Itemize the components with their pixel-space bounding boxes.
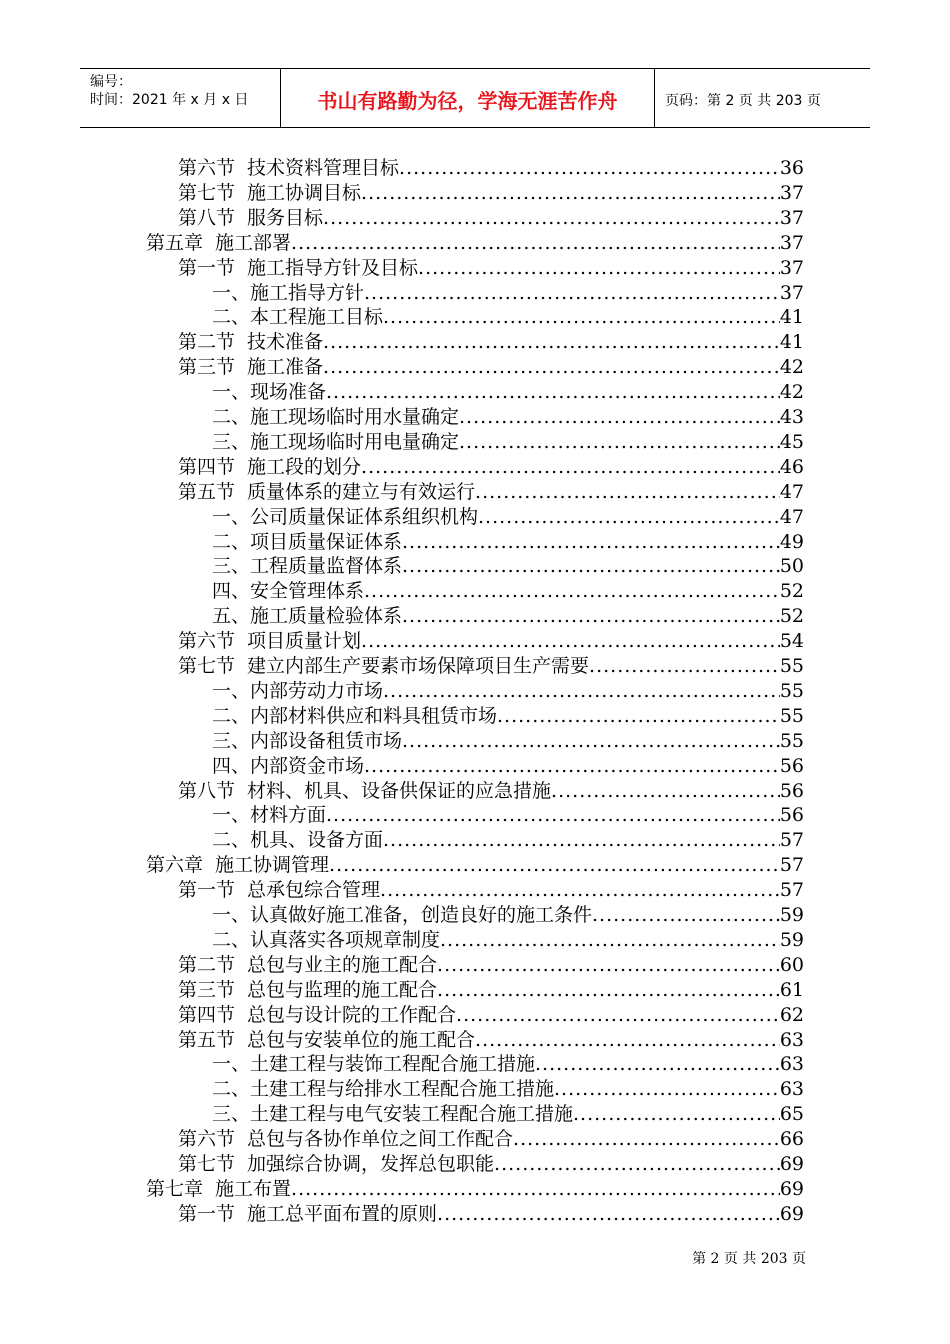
toc-entry-title bbox=[212, 282, 364, 305]
toc-dot-leader bbox=[589, 655, 780, 678]
toc-entry-number: 第六节 bbox=[178, 630, 236, 653]
toc-entry[interactable] bbox=[178, 479, 804, 504]
toc-entry-page: 50 bbox=[779, 555, 804, 578]
toc-entry-text: 二、本工程施工目标 bbox=[212, 306, 384, 329]
toc-entry-page: 63 bbox=[779, 1053, 804, 1076]
toc-dot-leader bbox=[475, 1029, 780, 1052]
toc-dot-leader bbox=[513, 1128, 780, 1151]
toc-dot-leader bbox=[399, 157, 780, 180]
toc-entry-number: 第五节 bbox=[178, 480, 236, 503]
toc-entry-text: 四、内部资金市场 bbox=[212, 754, 365, 777]
toc-entry-page: 37 bbox=[779, 206, 804, 229]
toc-entry-title bbox=[178, 630, 361, 653]
toc-entry-text: 一、内部劳动力市场 bbox=[212, 679, 384, 702]
toc-dot-leader bbox=[459, 431, 780, 454]
toc-entry-number: 第八节 bbox=[178, 779, 236, 802]
toc-entry[interactable] bbox=[178, 653, 804, 678]
toc-entry-page: 52 bbox=[779, 605, 804, 628]
toc-entry-title bbox=[212, 580, 364, 603]
toc-dot-leader bbox=[437, 979, 780, 1002]
toc-entry-page: 46 bbox=[779, 455, 804, 478]
toc-entry-page: 55 bbox=[779, 704, 804, 727]
toc-entry-page: 57 bbox=[779, 879, 804, 902]
toc-entry-title bbox=[146, 854, 329, 877]
toc-entry-text: 总包与各协作单位之间工作配合 bbox=[247, 1128, 514, 1151]
toc-entry-page: 55 bbox=[779, 655, 804, 677]
toc-entry[interactable] bbox=[212, 827, 804, 852]
toc-entry[interactable] bbox=[178, 952, 804, 977]
toc-entry-page: 36 bbox=[779, 157, 804, 179]
toc-entry[interactable] bbox=[212, 1101, 804, 1126]
toc-entry-page: 69 bbox=[779, 1177, 804, 1200]
toc-entry-text: 一、施工指导方针 bbox=[212, 281, 365, 304]
toc-entry-title bbox=[212, 506, 478, 529]
toc-entry-text: 建立内部生产要素市场保障项目生产需要 bbox=[247, 655, 590, 677]
toc-entry-text: 施工总平面布置的原则 bbox=[247, 1202, 438, 1225]
toc-entry-text: 四、安全管理体系 bbox=[212, 580, 365, 603]
toc-dot-leader bbox=[323, 331, 780, 354]
toc-dot-leader bbox=[592, 904, 780, 927]
toc-entry[interactable] bbox=[212, 379, 804, 404]
toc-entry-text: 总包与业主的施工配合 bbox=[247, 953, 438, 976]
toc-dot-leader bbox=[494, 1153, 780, 1176]
toc-entry-text: 一、材料方面 bbox=[212, 804, 327, 827]
toc-entry-text: 施工准备 bbox=[247, 356, 324, 379]
toc-entry-number: 第二节 bbox=[178, 331, 236, 354]
toc-entry-number: 第七节 bbox=[178, 1153, 236, 1175]
toc-entry[interactable] bbox=[212, 902, 804, 927]
toc-entry-page: 41 bbox=[779, 306, 804, 329]
toc-entry[interactable] bbox=[212, 703, 804, 728]
toc-entry[interactable] bbox=[178, 778, 804, 803]
toc-entry-page: 56 bbox=[779, 779, 804, 802]
toc-entry-title bbox=[178, 780, 551, 803]
toc-entry-page: 54 bbox=[779, 630, 804, 653]
toc-entry-text: 质量体系的建立与有效运行 bbox=[247, 480, 476, 503]
toc-entry-page: 59 bbox=[779, 928, 804, 951]
toc-entry-number: 第七节 bbox=[178, 181, 236, 204]
header-page-cell bbox=[655, 69, 870, 127]
toc-entry[interactable] bbox=[146, 1176, 804, 1201]
toc-entry-title bbox=[178, 1203, 437, 1226]
toc-dot-leader bbox=[573, 1103, 780, 1126]
toc-entry-page: 47 bbox=[779, 480, 804, 503]
toc-entry-title bbox=[212, 730, 402, 753]
toc-entry-text: 一、公司质量保证体系组织机构 bbox=[212, 505, 479, 528]
toc-entry-title bbox=[178, 456, 361, 479]
toc-entry-title bbox=[178, 356, 323, 379]
toc-entry-number: 第一节 bbox=[178, 256, 236, 279]
toc-entry-title bbox=[178, 331, 323, 354]
page-header bbox=[80, 68, 870, 128]
toc-dot-leader bbox=[402, 555, 780, 578]
toc-dot-leader bbox=[437, 954, 780, 977]
toc-dot-leader bbox=[402, 531, 780, 554]
toc-entry-number: 第四节 bbox=[178, 1003, 236, 1026]
toc-dot-leader bbox=[326, 804, 780, 827]
toc-entry-title bbox=[178, 207, 323, 230]
toc-dot-leader bbox=[497, 705, 780, 728]
toc-entry-text: 三、施工现场临时用电量确定 bbox=[212, 430, 460, 453]
toc-entry-title bbox=[178, 1004, 456, 1027]
toc-dot-leader bbox=[364, 282, 780, 305]
toc-entry-page: 66 bbox=[779, 1128, 804, 1151]
toc-entry-text: 一、现场准备 bbox=[212, 381, 327, 404]
toc-entry-text: 一、土建工程与装饰工程配合施工措施 bbox=[212, 1053, 536, 1076]
toc-entry-title bbox=[178, 655, 589, 678]
toc-entry[interactable] bbox=[212, 802, 804, 827]
toc-entry-page: 37 bbox=[779, 281, 804, 304]
toc-entry-title bbox=[212, 705, 497, 728]
toc-dot-leader bbox=[478, 506, 780, 529]
toc-entry-title bbox=[212, 755, 364, 778]
toc-entry[interactable] bbox=[212, 728, 804, 753]
toc-entry-page: 56 bbox=[779, 804, 804, 827]
toc-entry-title bbox=[146, 1178, 291, 1201]
toc-entry-title bbox=[178, 182, 361, 205]
toc-entry-page: 47 bbox=[779, 505, 804, 528]
toc-entry-text: 施工部署 bbox=[215, 231, 292, 254]
toc-entry-number: 第八节 bbox=[178, 206, 236, 229]
toc-entry[interactable] bbox=[212, 529, 804, 554]
toc-entry-page: 43 bbox=[779, 406, 804, 428]
toc-entry-title bbox=[178, 1153, 494, 1176]
toc-dot-leader bbox=[380, 879, 780, 902]
toc-entry-page: 57 bbox=[779, 854, 804, 877]
toc-dot-leader bbox=[291, 232, 780, 255]
toc-entry[interactable] bbox=[178, 1027, 804, 1052]
toc-entry-number: 第七节 bbox=[178, 655, 236, 677]
toc-entry[interactable] bbox=[178, 977, 804, 1002]
toc-entry[interactable] bbox=[178, 628, 804, 653]
toc-dot-leader bbox=[323, 356, 780, 379]
toc-entry-page: 37 bbox=[779, 181, 804, 204]
toc-dot-leader bbox=[361, 630, 780, 653]
toc-entry-text: 项目质量计划 bbox=[247, 630, 362, 653]
toc-entry-page: 37 bbox=[779, 231, 804, 254]
toc-entry-title bbox=[212, 555, 402, 578]
toc-entry-text: 施工段的划分 bbox=[247, 455, 362, 478]
toc-entry[interactable] bbox=[178, 354, 804, 379]
toc-dot-leader bbox=[402, 605, 780, 628]
toc-entry-text: 服务目标 bbox=[247, 206, 324, 229]
toc-entry-title bbox=[212, 306, 383, 329]
toc-entry-number: 第五节 bbox=[178, 1028, 236, 1051]
toc-entry-page: 45 bbox=[779, 430, 804, 453]
toc-entry-text: 总包与安装单位的施工配合 bbox=[247, 1028, 476, 1051]
toc-entry[interactable] bbox=[212, 1051, 804, 1076]
toc-entry[interactable] bbox=[212, 404, 804, 429]
toc-entry-text: 材料、机具、设备供保证的应急措施 bbox=[247, 779, 552, 802]
toc-entry[interactable] bbox=[178, 329, 804, 354]
toc-entry-title bbox=[212, 381, 326, 404]
toc-entry-text: 三、土建工程与电气安装工程配合施工措施 bbox=[212, 1103, 574, 1126]
toc-entry-number: 第六节 bbox=[178, 1128, 236, 1151]
toc-entry-title bbox=[212, 904, 592, 927]
toc-entry-title bbox=[212, 829, 383, 852]
page-footer: 第 2 页 共 203 页 bbox=[692, 1251, 806, 1267]
toc-entry-page: 37 bbox=[779, 256, 804, 279]
toc-entry[interactable] bbox=[212, 504, 804, 529]
toc-dot-leader bbox=[323, 207, 780, 230]
toc-entry-number: 第三节 bbox=[178, 978, 236, 1001]
toc-entry-title bbox=[178, 257, 418, 280]
toc-entry-text: 总承包综合管理 bbox=[247, 879, 381, 902]
toc-entry-text: 二、认真落实各项规章制度 bbox=[212, 928, 441, 951]
toc-entry-text: 施工布置 bbox=[215, 1177, 292, 1200]
toc-entry-text: 施工协调目标 bbox=[247, 181, 362, 204]
toc-entry-title bbox=[212, 431, 459, 454]
toc-entry-text: 技术准备 bbox=[247, 331, 324, 354]
toc-entry-title bbox=[212, 929, 440, 952]
toc-entry[interactable] bbox=[212, 429, 804, 454]
toc-entry-text: 三、内部设备租赁市场 bbox=[212, 729, 403, 752]
toc-entry-title bbox=[178, 1029, 475, 1052]
toc-entry[interactable] bbox=[146, 852, 804, 877]
toc-entry-title bbox=[212, 804, 326, 827]
toc-entry-text: 二、机具、设备方面 bbox=[212, 829, 384, 852]
toc-entry[interactable] bbox=[178, 877, 804, 902]
toc-entry-page: 57 bbox=[779, 829, 804, 852]
toc-entry-title bbox=[212, 1078, 554, 1101]
toc-entry-number: 第七章 bbox=[146, 1177, 204, 1200]
toc-dot-leader bbox=[364, 755, 780, 778]
toc-dot-leader bbox=[475, 481, 780, 504]
toc-dot-leader bbox=[326, 381, 780, 404]
toc-entry-title bbox=[212, 406, 459, 429]
toc-dot-leader bbox=[329, 854, 780, 877]
toc-entry-number: 第二节 bbox=[178, 953, 236, 976]
toc-entry-page: 49 bbox=[779, 530, 804, 553]
toc-dot-leader bbox=[383, 680, 780, 703]
motto-text: 书山有路勤为径，学海无涯苦作舟 bbox=[317, 89, 618, 113]
toc-entry-page: 65 bbox=[779, 1103, 804, 1126]
toc-entry[interactable] bbox=[212, 304, 804, 329]
toc-entry-title bbox=[178, 1128, 513, 1151]
toc-entry-title bbox=[178, 954, 437, 977]
toc-entry[interactable] bbox=[212, 280, 804, 305]
toc-entry-page: 63 bbox=[779, 1078, 804, 1101]
toc-entry-text: 总包与监理的施工配合 bbox=[247, 978, 438, 1001]
toc-entry-page: 56 bbox=[779, 754, 804, 777]
header-page-number: 页码：第 2 页 共 203 页 bbox=[665, 93, 821, 109]
toc-entry-page: 69 bbox=[779, 1202, 804, 1225]
toc-dot-leader bbox=[364, 580, 780, 603]
toc-entry-text: 一、认真做好施工准备，创造良好的施工条件 bbox=[212, 904, 593, 926]
toc-entry-text: 二、内部材料供应和料具租赁市场 bbox=[212, 704, 498, 727]
toc-dot-leader bbox=[418, 257, 780, 280]
toc-entry[interactable] bbox=[178, 1126, 804, 1151]
toc-entry-text: 二、施工现场临时用水量确定 bbox=[212, 406, 460, 428]
toc-entry[interactable] bbox=[178, 155, 804, 180]
toc-entry[interactable] bbox=[178, 454, 804, 479]
toc-entry-text: 加强综合协调，发挥总包职能 bbox=[247, 1153, 495, 1175]
toc-entry-page: 69 bbox=[779, 1153, 804, 1175]
toc-entry-number: 第一节 bbox=[178, 879, 236, 902]
toc-entry-number: 第三节 bbox=[178, 356, 236, 379]
toc-entry-text: 二、项目质量保证体系 bbox=[212, 530, 403, 553]
toc-entry-text: 总包与设计院的工作配合 bbox=[247, 1003, 457, 1026]
toc-entry-title bbox=[212, 1053, 535, 1076]
toc-entry-page: 42 bbox=[779, 381, 804, 404]
header-meta-cell bbox=[80, 69, 281, 127]
toc-entry-page: 60 bbox=[779, 953, 804, 976]
toc-entry[interactable] bbox=[178, 180, 804, 205]
toc-dot-leader bbox=[456, 1004, 780, 1027]
toc-dot-leader bbox=[402, 730, 780, 753]
toc-dot-leader bbox=[459, 406, 780, 429]
toc-entry-page: 63 bbox=[779, 1028, 804, 1051]
toc-entry[interactable] bbox=[178, 1151, 804, 1176]
toc-dot-leader bbox=[383, 306, 780, 329]
toc-entry-title bbox=[212, 605, 402, 628]
toc-entry-page: 42 bbox=[779, 356, 804, 379]
toc-dot-leader bbox=[361, 456, 780, 479]
toc-entry-page: 62 bbox=[779, 1003, 804, 1026]
toc-entry[interactable] bbox=[212, 678, 804, 703]
toc-entry-page: 55 bbox=[779, 729, 804, 752]
time-label: 时间：2021 年 x 月 x 日 bbox=[90, 92, 249, 108]
toc-entry[interactable] bbox=[212, 1076, 804, 1101]
toc-entry-number: 第四节 bbox=[178, 455, 236, 478]
toc-dot-leader bbox=[361, 182, 780, 205]
toc-entry-title bbox=[178, 481, 475, 504]
toc-entry-title bbox=[178, 879, 380, 902]
toc-entry-page: 59 bbox=[779, 904, 804, 926]
toc-entry-page: 52 bbox=[779, 580, 804, 603]
toc-entry[interactable] bbox=[178, 1002, 804, 1027]
toc-dot-leader bbox=[440, 929, 780, 952]
toc-entry[interactable] bbox=[178, 255, 804, 280]
toc-entry-title bbox=[178, 979, 437, 1002]
toc-entry-number: 第一节 bbox=[178, 1202, 236, 1225]
toc-dot-leader bbox=[383, 829, 780, 852]
toc-entry-page: 61 bbox=[779, 978, 804, 1001]
toc-dot-leader bbox=[554, 1078, 780, 1101]
toc-dot-leader bbox=[551, 780, 780, 803]
toc-entry-number: 第六节 bbox=[178, 157, 236, 179]
toc-entry-text: 施工指导方针及目标 bbox=[247, 256, 419, 279]
toc-dot-leader bbox=[291, 1178, 780, 1201]
toc-entry-title bbox=[178, 157, 399, 180]
toc-entry-text: 三、工程质量监督体系 bbox=[212, 555, 403, 578]
toc-dot-leader bbox=[437, 1203, 780, 1226]
toc-entry[interactable] bbox=[212, 603, 804, 628]
toc-entry-title bbox=[212, 680, 383, 703]
toc-entry[interactable] bbox=[178, 205, 804, 230]
header-motto-cell bbox=[281, 69, 655, 127]
toc-entry[interactable] bbox=[212, 578, 804, 603]
toc-dot-leader bbox=[535, 1053, 780, 1076]
toc-entry-text: 施工协调管理 bbox=[215, 854, 330, 877]
toc-entry-text: 五、施工质量检验体系 bbox=[212, 605, 403, 628]
toc-entry[interactable] bbox=[212, 927, 804, 952]
toc-entry[interactable] bbox=[178, 1201, 804, 1226]
toc-entry[interactable] bbox=[212, 553, 804, 578]
toc-entry-title bbox=[146, 232, 291, 255]
toc-entry-text: 二、土建工程与给排水工程配合施工措施 bbox=[212, 1078, 555, 1101]
toc-entry[interactable] bbox=[212, 753, 804, 778]
toc-entry-text: 技术资料管理目标 bbox=[247, 157, 400, 179]
toc-entry-page: 41 bbox=[779, 331, 804, 354]
toc-entry-title bbox=[212, 1103, 573, 1126]
serial-label: 编号： bbox=[90, 74, 132, 90]
toc-entry-number: 第六章 bbox=[146, 854, 204, 877]
toc-entry[interactable] bbox=[146, 230, 804, 255]
toc-entry-number: 第五章 bbox=[146, 231, 204, 254]
toc-entry-page: 55 bbox=[779, 679, 804, 702]
toc-entry-title bbox=[212, 531, 402, 554]
